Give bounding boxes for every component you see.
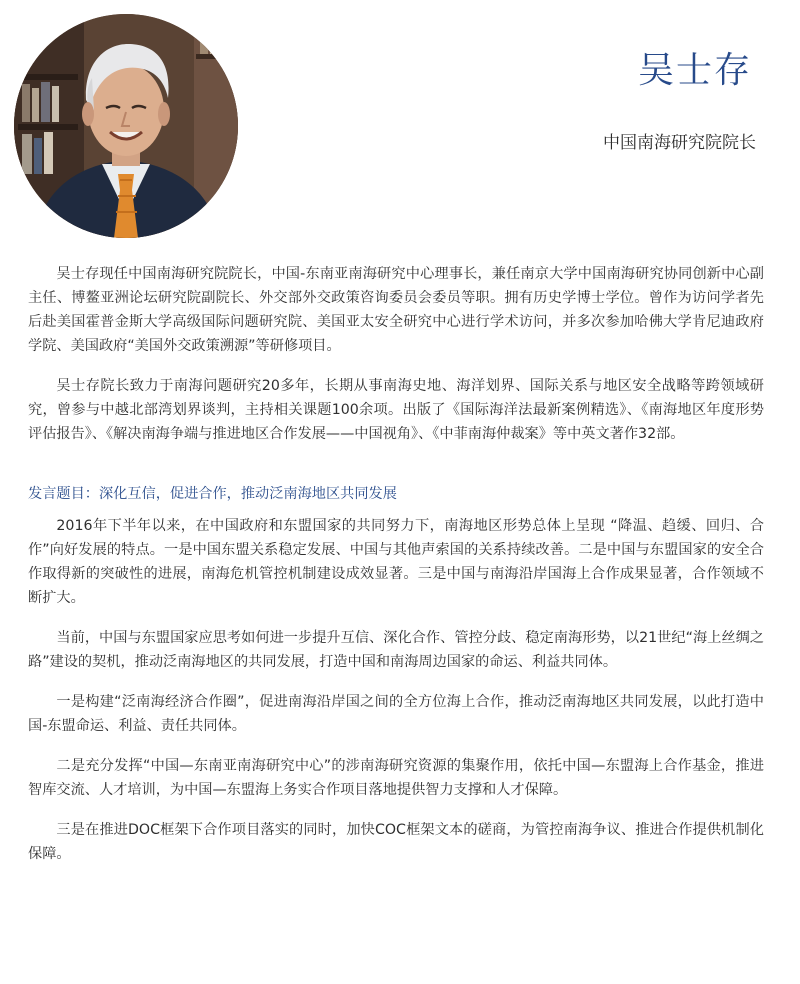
speech-topic: 深化互信，促进合作，推动泛南海地区共同发展 [98, 486, 397, 502]
speech-label: 发言题目： [28, 486, 99, 502]
section-spacer [28, 462, 764, 482]
profile-header [0, 0, 800, 250]
speech-paragraph: 当前，中国与东盟国家应思考如何进一步提升互信、深化合作、管控分歧、稳定南海形势，以21世纪“海上丝绸之路”建设的契机，推动泛南海地区的共同发展，打造中国和南海周边国家的命运、利益共同体。 [28, 630, 764, 670]
speech-paragraph: 三是在推进DOC框架下合作项目落实的同时，加快COC框架文本的磋商，为管控南海争议、推进合作提供机制化保障。 [28, 822, 764, 862]
speech-paragraph: 二是充分发挥“中国—东南亚南海研究中心”的涉南海研究资源的集聚作用，依托中国—东盟海上合作基金，推进智库交流、人才培训，为中国—东盟海上务实合作项目落地提供智力支撑和人才保障。 [28, 758, 764, 798]
portrait-photo [14, 14, 238, 238]
person-title: 中国南海研究院院长 [603, 133, 756, 153]
person-name: 吴士存 [637, 50, 752, 91]
speech-paragraph: 2016年下半年以来，在中国政府和东盟国家的共同努力下，南海地区形势总体上呈现 “降温、趋缓、回归、合作”向好发展的特点。一是中国东盟关系稳定发展、中国与其他声索国的关系持续改善。二是中国与东盟国家的安全合作取得新的突破性的进展，南海危机管控机制建设成效显著。三是中国与南海沿岸国海上合作成果显著，合作领域不断扩大。 [28, 518, 764, 606]
bio-paragraph: 吴士存院长致力于南海问题研究20多年，长期从事南海史地、海洋划界、国际关系与地区安全战略等跨领域研究，曾参与中越北部湾划界谈判，主持相关课题100余项。出版了《国际海洋法最新案例精选》、《南海地区年度形势评估报告》、《解决南海争端与推进地区合作发展——中国视角》、《中菲南海仲裁案》等中英文著作32部。 [28, 378, 764, 442]
speech-heading [28, 482, 764, 506]
article-body [28, 262, 764, 882]
portrait-illustration [14, 14, 238, 238]
speech-paragraph: 一是构建“泛南海经济合作圈”，促进南海沿岸国之间的全方位海上合作，推动泛南海地区共同发展，以此打造中国-东盟命运、利益、责任共同体。 [28, 694, 764, 734]
bio-paragraph: 吴士存现任中国南海研究院院长，中国-东南亚南海研究中心理事长，兼任南京大学中国南海研究协同创新中心副主任、博鳌亚洲论坛研究院副院长、外交部外交政策咨询委员会委员等职。拥有历史学博士学位。曾作为访问学者先后赴美国霍普金斯大学高级国际问题研究院、美国亚太安全研究中心进行学术访问，并多次参加哈佛大学肯尼迪政府学院、美国政府“美国外交政策溯源”等研修项目。 [28, 266, 764, 354]
